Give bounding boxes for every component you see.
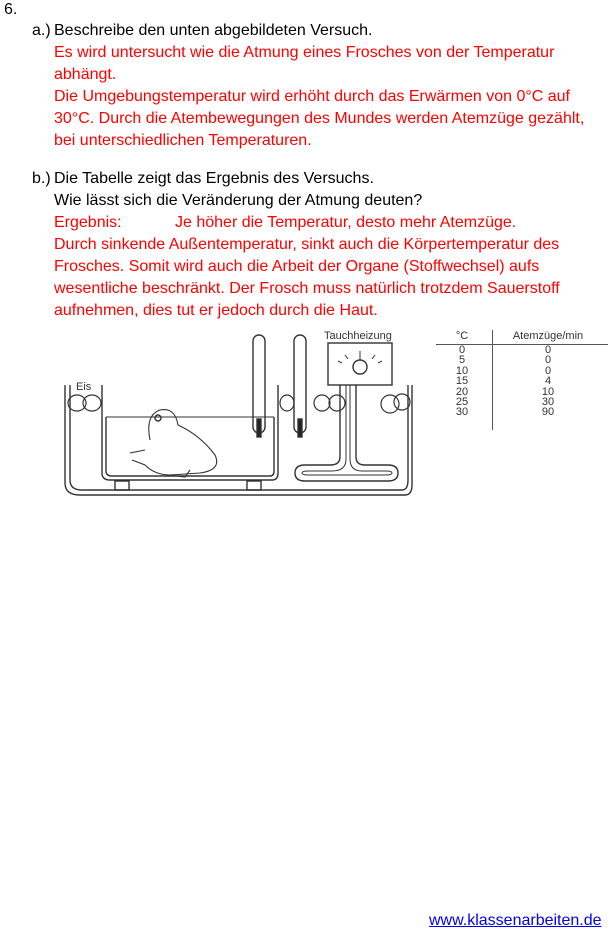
cell-temp: 5 [458,354,466,367]
footer-website-link[interactable]: www.klassenarbeiten.de [429,912,602,929]
task-number: 6. [4,1,18,18]
results-table [436,330,608,418]
result-text: Je höher die Temperatur, desto mehr Atemzüge. [175,214,517,231]
experiment-diagram [50,325,430,515]
part-a-answer-line: Die Umgebungstemperatur wird erhöht durch das Erwärmen von 0°C auf [54,88,570,105]
part-b-answer-line: Frosches. Somit wird auch die Arbeit der Organe (Stoffwechsel) aufs [54,258,540,275]
part-a-label: a.) [32,22,51,39]
header-temperature: °C [455,330,469,342]
part-b-answer-line: Durch sinkende Außentemperatur, sinkt auch die Körpertemperatur des [54,236,560,253]
part-b-answer-line: wesentliche beschränkt. Der Frosch muss natürlich trotzdem Sauerstoff [54,280,560,297]
heater-label: Tauchheizung [324,330,392,342]
cell-breaths: 4 [544,375,552,388]
table-header [436,330,608,345]
cell-temp: 25 [455,396,469,409]
part-b-question-line: Die Tabelle zeigt das Ergebnis des Versuchs. [54,170,374,187]
part-b-label: b.) [32,170,51,187]
cell-temp: 30 [455,406,469,419]
ice-label: Eis [76,381,92,393]
cell-temp: 10 [455,364,469,377]
cell-breaths: 0 [544,364,552,377]
table-divider [492,330,493,430]
cell-temp: 0 [458,344,466,356]
cell-breaths: 0 [544,354,552,367]
cell-breaths: 0 [544,344,552,356]
part-a-answer-line: abhängt. [54,66,117,83]
part-b-question-line: Wie lässt sich die Veränderung der Atmung deuten? [54,192,423,209]
cell-temp: 15 [455,375,469,388]
cell-breaths: 90 [541,406,555,419]
part-a-question: Beschreibe den unten abgebildeten Versuch. [54,22,373,39]
cell-temp: 20 [455,385,469,398]
part-a-answer-line: bei unterschiedlichen Temperaturen. [54,132,312,149]
cell-breaths: 10 [541,385,555,398]
part-a-answer-line: Es wird untersucht wie die Atmung eines Frosches von der Temperatur [54,44,555,61]
result-label: Ergebnis: [54,214,122,231]
part-b-answer-line: aufnehmen, dies tut er jedoch durch die Haut. [54,302,378,319]
part-a-answer-line: 30°C. Durch die Atembewegungen des Mundes werden Atemzüge gezählt, [54,110,585,127]
table-row [436,407,608,417]
cell-breaths: 30 [541,396,555,409]
header-breaths: Atemzüge/min [512,330,584,342]
